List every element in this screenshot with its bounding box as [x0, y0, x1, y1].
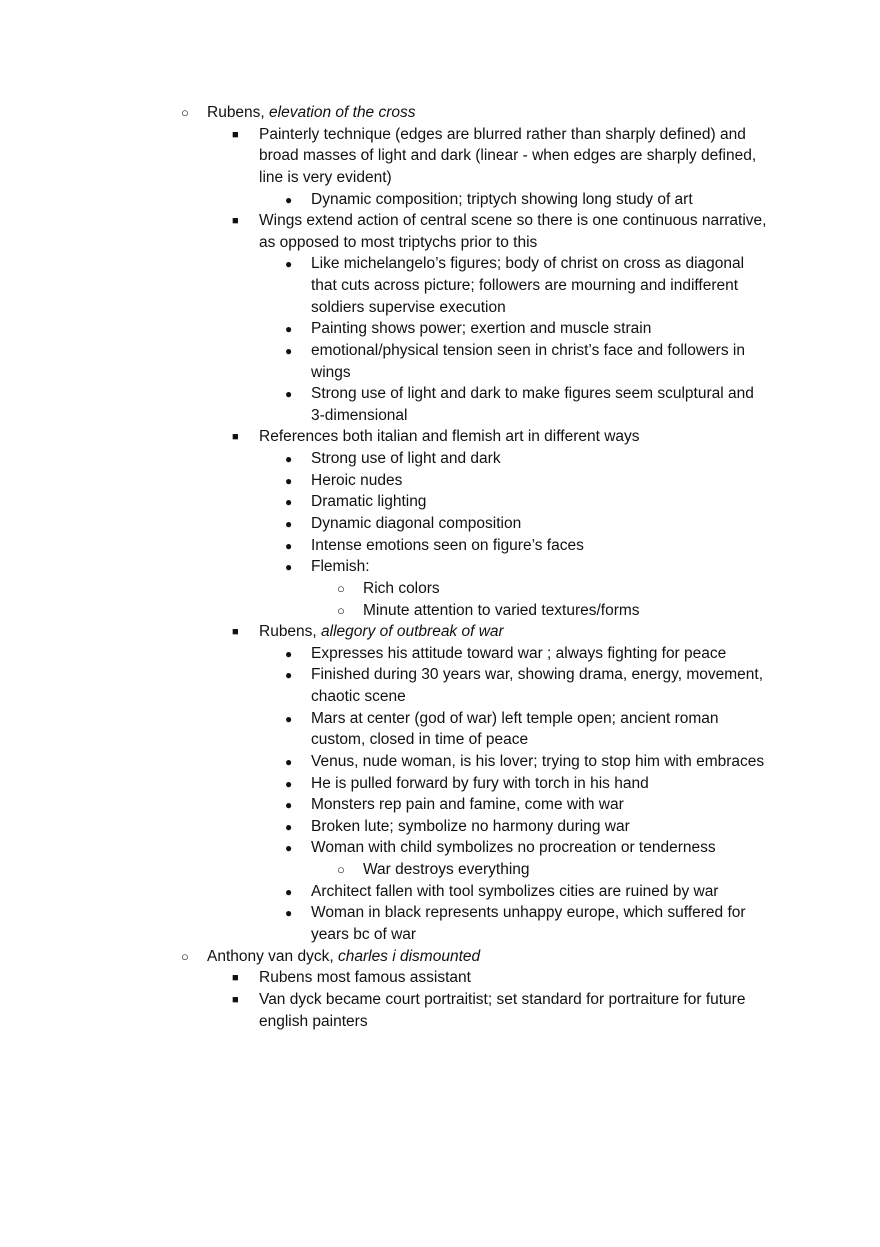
outline-line: [0, 621, 880, 643]
outline-text: [311, 189, 693, 211]
outline-text-plain: Mars at center (god of war) left temple open; ancient roman: [311, 709, 719, 727]
bullet-marker-icon: ■: [232, 972, 239, 985]
bullet-marker-icon: ●: [285, 343, 293, 358]
outline-line: [0, 210, 880, 232]
bullet-marker-icon: ○: [181, 105, 189, 120]
outline-text-plain: as opposed to most triptychs prior to this: [259, 233, 538, 251]
outline-text-plain: He is pulled forward by fury with torch in his hand: [311, 774, 649, 792]
outline-text-plain: Anthony van dyck,: [207, 947, 338, 965]
bullet-marker-icon: ●: [285, 495, 293, 510]
outline-text: [311, 470, 402, 492]
outline-text: [311, 643, 726, 665]
outline-text: [311, 773, 649, 795]
outline-line: [0, 989, 880, 1011]
outline-text: [207, 102, 416, 124]
outline-text-plain: Monsters rep pain and famine, come with war: [311, 796, 624, 814]
outline-text: [363, 859, 530, 881]
outline-line: [0, 362, 880, 384]
outline-text-plain: Broken lute; symbolize no harmony during war: [311, 817, 630, 835]
outline-text-plain: soldiers supervise execution: [311, 298, 506, 316]
outline-line: [0, 448, 880, 470]
outline-line: [0, 102, 880, 124]
outline-text: [259, 145, 756, 167]
outline-line: [0, 491, 880, 513]
outline-text: [259, 210, 766, 232]
outline-text: [311, 556, 370, 578]
outline-line: [0, 124, 880, 146]
outline-text: [311, 837, 716, 859]
outline-line: [0, 946, 880, 968]
outline-text-plain: years bc of war: [311, 925, 417, 943]
outline-line: [0, 167, 880, 189]
outline-line: [0, 664, 880, 686]
outline-line: [0, 859, 880, 881]
bullet-marker-icon: ■: [232, 431, 239, 444]
outline-text: [259, 124, 746, 146]
bullet-marker-icon: ○: [337, 862, 345, 877]
outline-text-plain: that cuts across picture; followers are mourning and indifferent: [311, 277, 739, 294]
outline-text: [311, 362, 351, 384]
outline-text: [311, 751, 764, 773]
outline-text-plain: 3-dimensional: [311, 406, 408, 424]
outline-line: [0, 643, 880, 665]
outline-text: [259, 167, 392, 189]
outline-text-plain: chaotic scene: [311, 688, 406, 705]
outline-line: [0, 145, 880, 167]
outline-line: [0, 189, 880, 211]
outline-text: [311, 902, 746, 924]
outline-text: [311, 924, 416, 946]
outline-text-plain: english painters: [259, 1012, 368, 1030]
outline-text-plain: Architect fallen with tool symbolizes cities are ruined by war: [311, 882, 719, 900]
bullet-marker-icon: ●: [285, 560, 293, 575]
bullet-marker-icon: ●: [285, 538, 293, 553]
outline-line: [0, 924, 880, 946]
outline-line: [0, 600, 880, 622]
outline-text: [311, 664, 763, 686]
outline-line: [0, 837, 880, 859]
outline-text: [311, 816, 630, 838]
outline-text-plain: Heroic nudes: [311, 471, 403, 489]
outline-text: [259, 1011, 368, 1033]
outline-line: [0, 794, 880, 816]
outline-text-plain: Rubens most famous assistant: [259, 969, 471, 987]
outline-text-plain: emotional/physical tension seen in christ’s face and followers in: [311, 341, 745, 359]
bullet-marker-icon: ■: [232, 626, 239, 639]
outline-line: [0, 405, 880, 427]
outline-text-plain: Intense emotions seen on figure’s faces: [311, 536, 584, 554]
outline-line: [0, 902, 880, 924]
outline-line: [0, 578, 880, 600]
bullet-marker-icon: ■: [232, 215, 239, 228]
bullet-marker-icon: ●: [285, 884, 293, 899]
outline-line: [0, 253, 880, 275]
outline-text-plain: War destroys everything: [363, 861, 530, 878]
outline-line: [0, 816, 880, 838]
outline-line: [0, 297, 880, 319]
outline-text: [311, 340, 745, 362]
outline-text-plain: Rubens,: [259, 623, 322, 641]
outline-line: [0, 340, 880, 362]
bullet-marker-icon: ○: [337, 602, 345, 618]
bullet-marker-icon: ■: [232, 993, 239, 1006]
outline-text-plain: line is very evident): [259, 168, 392, 186]
outline-text: [311, 881, 718, 903]
outline-line: [0, 773, 880, 795]
artwork-title: charles i dismounted: [337, 947, 481, 965]
outline-text-plain: Woman with child symbolizes no procreation or tenderness: [311, 839, 716, 857]
bullet-marker-icon: ●: [285, 711, 293, 726]
outline-line: [0, 967, 880, 989]
outline-text: [311, 491, 426, 513]
outline-text-plain: Painterly technique (edges are blurred rather than sharply defined) and: [259, 125, 746, 143]
outline-line: [0, 513, 880, 535]
outline-line: [0, 556, 880, 578]
bullet-marker-icon: ●: [285, 452, 293, 467]
outline-text: [311, 708, 719, 730]
outline-text-plain: Rubens,: [207, 104, 270, 121]
bullet-marker-icon: ○: [337, 580, 345, 596]
outline-text: [363, 578, 440, 600]
bullet-marker-icon: ○: [181, 948, 189, 964]
outline-line: [0, 275, 880, 297]
bullet-marker-icon: ●: [285, 819, 293, 834]
outline-line: [0, 318, 880, 340]
outline-text-plain: Rich colors: [363, 579, 440, 597]
bullet-marker-icon: ■: [232, 128, 239, 141]
bullet-marker-icon: ●: [285, 322, 293, 337]
outline-text-plain: Expresses his attitude toward war ; always fighting for peace: [311, 644, 727, 662]
bullet-marker-icon: ●: [285, 841, 293, 856]
outline-text: [311, 297, 506, 319]
outline-text-plain: Wings extend action of central scene so there is one continuous narrative,: [259, 212, 767, 230]
outline-text-plain: broad masses of light and dark (linear - when edges are sharply defined,: [259, 147, 757, 165]
outline-text: [311, 794, 624, 816]
outline-text-plain: Dramatic lighting: [311, 493, 427, 511]
outline-text-plain: Van dyck became court portraitist; set standard for portraiture for future: [259, 990, 746, 1008]
outline-text: [259, 989, 745, 1011]
bullet-marker-icon: ●: [285, 257, 293, 272]
outline-line: [0, 708, 880, 730]
outline-text: [207, 946, 480, 968]
bullet-marker-icon: ●: [285, 517, 293, 531]
outline-text: [311, 729, 528, 751]
bullet-marker-icon: ●: [285, 646, 293, 661]
outline-text: [311, 686, 406, 708]
outline-line: [0, 686, 880, 708]
bullet-marker-icon: ●: [285, 776, 293, 791]
outline-text: [259, 232, 537, 254]
outline-line: [0, 426, 880, 448]
outline-text: [311, 405, 408, 427]
outline-text: [363, 600, 640, 622]
outline-text-plain: Flemish:: [311, 558, 370, 576]
outline-text: [311, 448, 501, 470]
bullet-marker-icon: ●: [285, 754, 293, 769]
outline-text: [311, 253, 744, 275]
outline-text: [311, 383, 754, 405]
outline-text-plain: Strong use of light and dark to make figures seem sculptural and: [311, 385, 754, 403]
bullet-marker-icon: ●: [285, 798, 293, 813]
outline-text-plain: wings: [311, 363, 351, 381]
bullet-marker-icon: ●: [285, 192, 293, 207]
outline-line: [0, 751, 880, 773]
outline-text-plain: Woman in black represents unhappy europe, which suffered for: [311, 904, 746, 922]
outline-text-plain: Dynamic composition; triptych showing long study of art: [311, 190, 693, 208]
outline-text-plain: Minute attention to varied textures/forms: [363, 601, 640, 619]
outline-text-plain: Dynamic diagonal composition: [311, 515, 522, 532]
outline-text: [311, 275, 738, 297]
outline-text: [311, 535, 584, 557]
outline-line: [0, 383, 880, 405]
outline-text-plain: Finished during 30 years war, showing drama, energy, movement,: [311, 666, 764, 684]
outline-text-plain: custom, closed in time of peace: [311, 731, 529, 749]
bullet-marker-icon: ●: [285, 473, 293, 488]
outline-line: [0, 470, 880, 492]
artwork-title: allegory of outbreak of war: [321, 623, 504, 641]
artwork-title: elevation of the cross: [269, 104, 416, 121]
outline-line: [0, 729, 880, 751]
outline-text-plain: Strong use of light and dark: [311, 450, 501, 468]
bullet-marker-icon: ●: [285, 387, 293, 402]
outline-text: [311, 513, 521, 535]
outline-line: [0, 535, 880, 557]
bullet-marker-icon: ●: [285, 906, 293, 921]
outline-text-plain: Venus, nude woman, is his lover; trying to stop him with embraces: [311, 752, 765, 770]
outline-text-plain: Painting shows power; exertion and muscle strain: [311, 320, 652, 338]
outline-text: [259, 967, 471, 989]
outline-text-plain: Like michelangelo’s figures; body of christ on cross as diagonal: [311, 255, 745, 273]
outline-line: [0, 1011, 880, 1033]
outline-text-plain: References both italian and flemish art in different ways: [259, 428, 640, 446]
outline-text: [311, 318, 651, 340]
outline-line: [0, 232, 880, 254]
outline-text: [259, 426, 640, 448]
bullet-marker-icon: ●: [285, 668, 293, 683]
outline-text: [259, 621, 504, 643]
outline-line: [0, 881, 880, 903]
